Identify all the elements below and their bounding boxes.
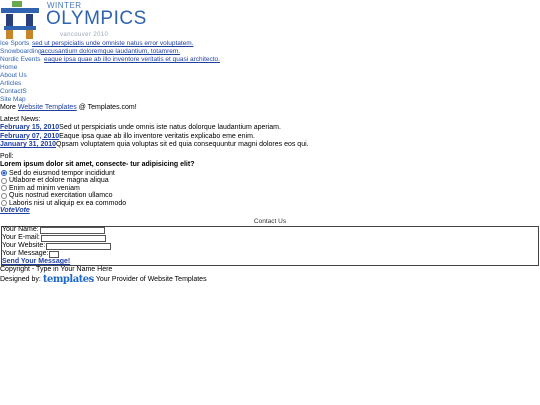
form-row-email	[2, 235, 538, 243]
news-item	[0, 133, 540, 142]
news-heading: Latest News:	[0, 115, 41, 123]
inukshuk-logo-icon	[0, 0, 44, 40]
poll-option-label: Utlabore et dolore magna aliqua	[9, 177, 109, 184]
main-nav	[0, 64, 540, 104]
email-input[interactable]	[41, 235, 106, 242]
radio-button[interactable]	[1, 170, 7, 176]
send-message-button[interactable]: Send Your Message!	[2, 258, 71, 266]
news-text: Qpsam voluptatem quia voluptas sit ed quia consequuntur magni dolores eos qui.	[56, 141, 309, 148]
news-item	[0, 124, 540, 133]
news-text: Sed ut perspiciatis unde omnis iste natus dolorque laudantium aperiam.	[59, 124, 281, 131]
templates-logo-text: templates	[42, 274, 94, 286]
news-date-link[interactable]: February 15, 2010	[0, 124, 60, 131]
form-row-name	[2, 227, 538, 235]
radio-button[interactable]	[1, 193, 7, 199]
name-input[interactable]	[40, 227, 105, 234]
sport-name[interactable]: Nordic Events	[0, 56, 41, 63]
designed-by-label: Designed by:	[0, 276, 41, 284]
sport-item	[0, 48, 540, 56]
poll-option-label: Sed do eiusmod tempor incididunt	[9, 169, 115, 177]
logo-winter-text: WINTER	[47, 1, 82, 10]
more-templates-line	[0, 104, 540, 113]
message-label: Your Message:	[2, 250, 49, 258]
sport-description-link[interactable]: accusantium doloremque laudantium, totamrem.	[41, 48, 181, 55]
poll-option-label: Laboris nisi ut aliquip ex ea commodo	[9, 199, 127, 207]
sports-list	[0, 40, 540, 64]
nav-contacts[interactable]: ContactS	[0, 88, 27, 95]
templates-logo-link[interactable]	[43, 276, 94, 285]
logo-olympics-text: OLYMPICS	[46, 8, 147, 29]
designed-by-line	[0, 275, 540, 287]
poll-heading: Poll:	[0, 152, 14, 160]
news-date-link[interactable]: February 07, 2010	[0, 132, 60, 140]
news-date-link[interactable]: January 31, 2010	[0, 141, 57, 148]
poll-options	[0, 170, 540, 208]
radio-button[interactable]	[1, 178, 7, 184]
radio-button[interactable]	[1, 185, 7, 191]
poll-question: Lorem ipsum dolor sit amet, consecte- tur adipisicing elit?	[0, 161, 195, 168]
news-text: Eaque ipsa quae ab illo inventore veritatis explicabo eme enim.	[59, 132, 255, 140]
message-textarea[interactable]	[49, 251, 59, 258]
sport-name[interactable]: Ice Sports	[0, 40, 30, 47]
site-logo[interactable]	[0, 0, 147, 40]
sport-item	[0, 40, 540, 48]
poll-option[interactable]	[0, 200, 540, 208]
contact-title: Contact Us	[253, 217, 287, 225]
nav-about-us[interactable]: About Us	[0, 72, 27, 79]
poll-option[interactable]	[0, 170, 540, 178]
nav-home[interactable]: Home	[0, 64, 18, 71]
vote-button[interactable]: VoteVote	[0, 207, 30, 214]
copyright: Copyright - Type in Your Name Here	[0, 265, 113, 273]
poll-option[interactable]	[0, 177, 540, 185]
logo-tagline: vancouver 2010	[60, 32, 109, 38]
poll-option[interactable]	[0, 185, 540, 193]
form-row-website	[2, 243, 538, 251]
nav-site-map[interactable]: Site Map	[0, 96, 26, 103]
sport-name[interactable]: Snowboarding	[0, 48, 42, 55]
sport-description-link[interactable]: eaque ipsa quae ab illo inventore veritatis et quasi architecto.	[44, 56, 220, 63]
poll-option-label: Quis nostrud exercitation ullamco	[9, 192, 113, 199]
news-item	[0, 141, 540, 150]
more-prefix: More	[0, 104, 18, 111]
provider-text: Your Provider of Website Templates	[95, 276, 207, 284]
poll-option[interactable]	[0, 192, 540, 200]
website-input[interactable]	[46, 243, 111, 250]
name-label: Your Name:	[2, 226, 39, 234]
poll-option-label: Enim ad minim veniam	[9, 184, 80, 192]
form-row-message	[2, 251, 538, 259]
contact-form	[1, 226, 539, 266]
sport-item	[0, 56, 540, 64]
nav-articles[interactable]: Articles	[0, 80, 22, 87]
radio-button[interactable]	[1, 200, 7, 206]
website-label: Your Website:	[2, 242, 46, 250]
website-templates-link[interactable]: Website Templates	[17, 104, 77, 111]
more-suffix: @ Templates.com!	[76, 104, 137, 111]
sport-description-link[interactable]: sed ut perspiciatis unde omniste natus error voluptatem.	[32, 40, 194, 47]
email-label: Your E-mail:	[2, 234, 40, 242]
